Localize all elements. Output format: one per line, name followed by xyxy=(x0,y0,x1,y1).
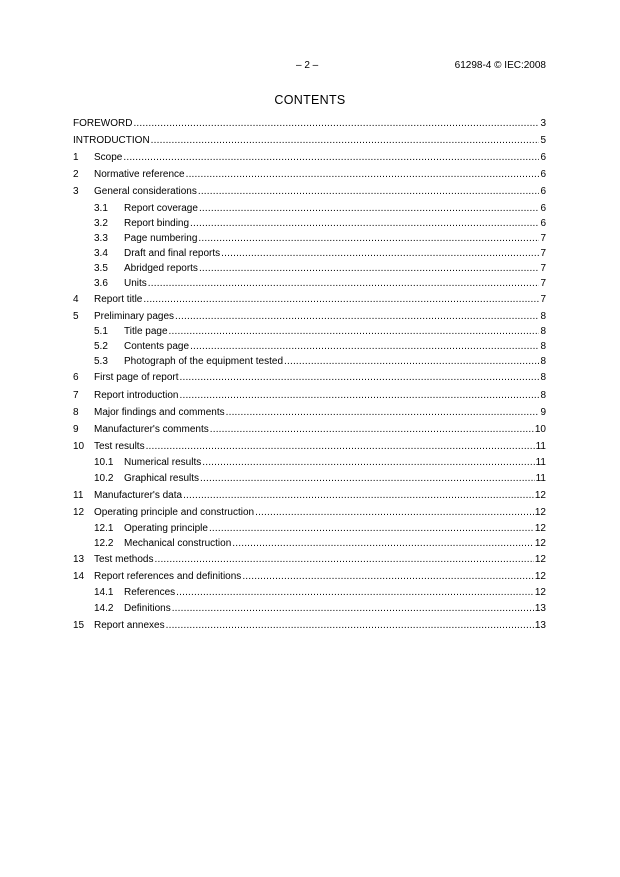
toc-entry[interactable] xyxy=(73,135,546,146)
toc-entry-number: 12.1 xyxy=(94,523,114,534)
toc-entry-page: 12 xyxy=(534,523,546,534)
toc-entry-page: 7 xyxy=(540,294,546,305)
leader-dots xyxy=(284,356,539,367)
toc-entry-number: 3.6 xyxy=(94,278,108,289)
toc-entry-page: 5 xyxy=(540,135,546,146)
toc-entry-label: Report annexes xyxy=(94,620,165,631)
toc-entry-page: 6 xyxy=(540,169,546,180)
toc-entry-label: Normative reference xyxy=(94,169,185,180)
toc-entry-label: Photograph of the equipment tested xyxy=(124,356,284,367)
toc-entry-number: 10 xyxy=(73,441,85,452)
toc-entry-label: Abridged reports xyxy=(124,263,198,274)
toc-entry-number: 8 xyxy=(73,407,79,418)
toc-entry[interactable] xyxy=(73,311,546,322)
toc-entry-label: Preliminary pages xyxy=(94,311,175,322)
leader-dots xyxy=(172,603,534,614)
toc-entry-page: 7 xyxy=(540,248,546,259)
leader-dots xyxy=(198,186,540,197)
toc-entry-page: 12 xyxy=(534,571,546,582)
toc-entry-label: Operating principle xyxy=(124,523,208,534)
toc-entry[interactable] xyxy=(73,248,546,259)
leader-dots xyxy=(200,473,535,484)
toc-entry-number: 2 xyxy=(73,169,79,180)
toc-entry[interactable] xyxy=(73,441,546,452)
toc-entry-page: 7 xyxy=(540,233,546,244)
toc-entry-label: Mechanical construction xyxy=(124,538,232,549)
leader-dots xyxy=(186,169,540,180)
toc-entry[interactable] xyxy=(73,523,546,534)
contents-title: CONTENTS xyxy=(274,93,346,107)
toc-entry-page: 11 xyxy=(535,457,546,468)
toc-entry[interactable] xyxy=(73,473,546,484)
leader-dots xyxy=(169,326,540,337)
leader-dots xyxy=(210,424,534,435)
toc-entry[interactable] xyxy=(73,218,546,229)
toc-entry-number: 14 xyxy=(73,571,85,582)
toc-entry[interactable] xyxy=(73,356,546,367)
toc-entry[interactable] xyxy=(73,490,546,501)
toc-entry[interactable] xyxy=(73,372,546,383)
toc-entry-number: 3.4 xyxy=(94,248,108,259)
leader-dots xyxy=(176,587,534,598)
toc-entry-label: Page numbering xyxy=(124,233,198,244)
leader-dots xyxy=(209,523,534,534)
toc-entry[interactable] xyxy=(73,620,546,631)
leader-dots xyxy=(151,135,540,146)
toc-entry-number: 14.1 xyxy=(94,587,114,598)
toc-entry-number: 4 xyxy=(73,294,79,305)
toc-entry[interactable] xyxy=(73,326,546,337)
toc-entry-page: 8 xyxy=(540,341,546,352)
toc-entry-page: 7 xyxy=(540,278,546,289)
toc-entry[interactable] xyxy=(73,507,546,518)
toc-entry-number: 5 xyxy=(73,311,79,322)
toc-entry-page: 11 xyxy=(535,441,546,452)
leader-dots xyxy=(198,233,539,244)
toc-entry-number: 11 xyxy=(73,490,84,501)
page-number: – 2 – xyxy=(296,60,319,71)
leader-dots xyxy=(123,152,539,163)
leader-dots xyxy=(242,571,534,582)
leader-dots xyxy=(183,490,534,501)
toc-entry-label: Test methods xyxy=(94,554,154,565)
leader-dots xyxy=(133,118,539,129)
toc-entry-page: 8 xyxy=(540,311,546,322)
toc-entry-label: INTRODUCTION xyxy=(73,135,150,146)
toc-entry-page: 12 xyxy=(534,490,546,501)
leader-dots xyxy=(199,263,540,274)
toc-entry[interactable] xyxy=(73,152,546,163)
toc-entry-label: Report references and definitions xyxy=(94,571,242,582)
toc-entry-label: References xyxy=(124,587,176,598)
toc-entry-page: 7 xyxy=(540,263,546,274)
toc-entry-number: 6 xyxy=(73,372,79,383)
toc-entry-number: 15 xyxy=(73,620,85,631)
toc-entry[interactable] xyxy=(73,169,546,180)
toc-entry[interactable] xyxy=(73,294,546,305)
toc-entry-number: 13 xyxy=(73,554,85,565)
toc-entry[interactable] xyxy=(73,203,546,214)
toc-entry-number: 12 xyxy=(73,507,85,518)
leader-dots xyxy=(202,457,534,468)
leader-dots xyxy=(175,311,539,322)
toc-entry[interactable] xyxy=(73,278,546,289)
leader-dots xyxy=(154,554,533,565)
toc-entry-page: 12 xyxy=(534,554,546,565)
toc-entry[interactable] xyxy=(73,457,546,468)
leader-dots xyxy=(143,294,539,305)
toc-entry-page: 12 xyxy=(534,507,546,518)
toc-entry-page: 8 xyxy=(540,390,546,401)
toc-entry-label: Operating principle and construction xyxy=(94,507,255,518)
toc-entry-label: Scope xyxy=(94,152,123,163)
toc-entry[interactable] xyxy=(73,538,546,549)
toc-entry-page: 13 xyxy=(534,603,546,614)
toc-entry-label: General considerations xyxy=(94,186,197,197)
toc-entry[interactable] xyxy=(73,118,546,129)
toc-entry-page: 11 xyxy=(535,473,546,484)
toc-entry-page: 6 xyxy=(540,203,546,214)
toc-entry[interactable] xyxy=(73,407,546,418)
toc-entry-number: 7 xyxy=(73,390,79,401)
toc-entry-label: Report coverage xyxy=(124,203,198,214)
toc-entry-label: Test results xyxy=(94,441,145,452)
toc-entry-number: 1 xyxy=(73,152,79,163)
toc-entry-number: 5.1 xyxy=(94,326,108,337)
toc-entry-page: 6 xyxy=(540,218,546,229)
toc-entry-number: 3.3 xyxy=(94,233,108,244)
toc-entry-label: Units xyxy=(124,278,147,289)
toc-entry-number: 3.2 xyxy=(94,218,108,229)
toc-entry-label: Report introduction xyxy=(94,390,179,401)
toc-entry[interactable] xyxy=(73,554,546,565)
leader-dots xyxy=(190,341,539,352)
toc-entry[interactable] xyxy=(73,263,546,274)
leader-dots xyxy=(166,620,534,631)
leader-dots xyxy=(146,441,535,452)
leader-dots xyxy=(180,390,540,401)
toc-entry-number: 10.2 xyxy=(94,473,114,484)
toc-entry-number: 9 xyxy=(73,424,79,435)
toc-entry-label: Draft and final reports xyxy=(124,248,221,259)
toc-entry[interactable] xyxy=(73,186,546,197)
toc-entry-number: 5.3 xyxy=(94,356,108,367)
leader-dots xyxy=(148,278,540,289)
leader-dots xyxy=(221,248,539,259)
toc-entry-number: 5.2 xyxy=(94,341,108,352)
document-id: 61298-4 © IEC:2008 xyxy=(454,60,546,71)
toc-entry-page: 8 xyxy=(540,372,546,383)
toc-entry-page: 13 xyxy=(534,620,546,631)
toc-entry-label: Numerical results xyxy=(124,457,202,468)
leader-dots xyxy=(199,203,540,214)
toc-entry-page: 8 xyxy=(540,326,546,337)
toc-entry-page: 12 xyxy=(534,587,546,598)
leader-dots xyxy=(179,372,539,383)
toc-entry-label: Manufacturer's data xyxy=(94,490,183,501)
toc-entry-number: 12.2 xyxy=(94,538,114,549)
toc-entry-label: Manufacturer's comments xyxy=(94,424,209,435)
toc-entry-label: Graphical results xyxy=(124,473,200,484)
page-header xyxy=(0,60,620,74)
toc-entry[interactable] xyxy=(73,603,546,614)
toc-entry[interactable] xyxy=(73,424,546,435)
leader-dots xyxy=(190,218,539,229)
toc-entry-label: Report title xyxy=(94,294,143,305)
toc-entry-label: First page of report xyxy=(94,372,179,383)
toc-entry-page: 8 xyxy=(540,356,546,367)
toc-entry-page: 12 xyxy=(534,538,546,549)
toc-entry[interactable] xyxy=(73,571,546,582)
toc-entry[interactable] xyxy=(73,341,546,352)
toc-entry-page: 6 xyxy=(540,152,546,163)
leader-dots xyxy=(255,507,534,518)
toc-entry-label: Major findings and comments xyxy=(94,407,225,418)
toc-entry-label: Report binding xyxy=(124,218,190,229)
leader-dots xyxy=(226,407,540,418)
toc-entry[interactable] xyxy=(73,587,546,598)
toc-entry-label: Title page xyxy=(124,326,168,337)
toc-entry-number: 10.1 xyxy=(94,457,114,468)
leader-dots xyxy=(232,538,534,549)
toc-entry-page: 6 xyxy=(540,186,546,197)
toc-entry-page: 10 xyxy=(534,424,546,435)
toc-entry-number: 14.2 xyxy=(94,603,114,614)
toc-entry-label: Definitions xyxy=(124,603,171,614)
toc-entry[interactable] xyxy=(73,233,546,244)
toc-entry-label: FOREWORD xyxy=(73,118,133,129)
toc-entry-label: Contents page xyxy=(124,341,190,352)
toc-entry[interactable] xyxy=(73,390,546,401)
toc-entry-number: 3.1 xyxy=(94,203,108,214)
toc-entry-page: 3 xyxy=(540,118,546,129)
toc-entry-page: 9 xyxy=(540,407,546,418)
toc-entry-number: 3 xyxy=(73,186,79,197)
toc-entry-number: 3.5 xyxy=(94,263,108,274)
